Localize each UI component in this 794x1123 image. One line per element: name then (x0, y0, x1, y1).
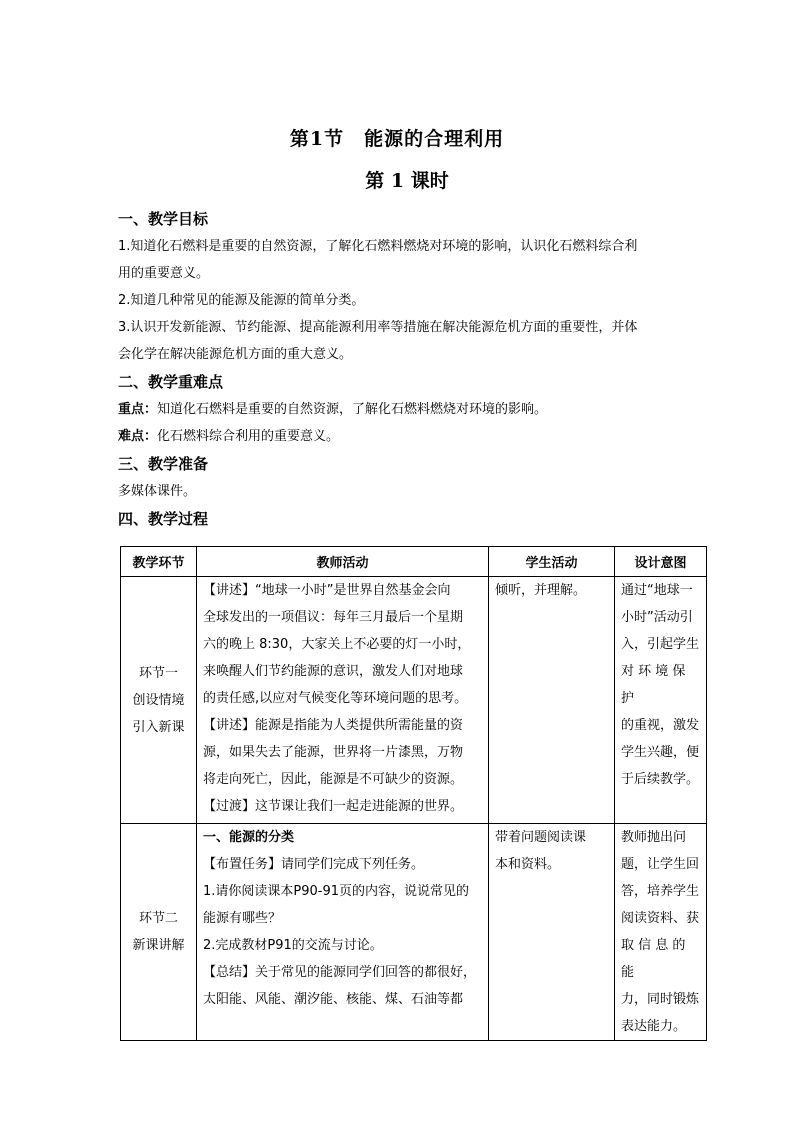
teacher-line: 来唤醒人们节约能源的意识，激发人们对地球 (203, 664, 464, 679)
student-activity-cell (489, 824, 615, 1041)
page-subtitle: 第 1 课时 (365, 170, 449, 192)
focus-point (118, 396, 678, 423)
stage-line: 环节二 (138, 911, 178, 926)
teacher-line: 【讲述】“地球一小时”是世界自然基金会向 (203, 583, 451, 598)
intent-line: 题，让学生回 (621, 857, 700, 872)
goal-line: 1.知道化石燃料是重要的自然资源，了解化石燃料燃烧对环境的影响，认识化石燃料综合利 (118, 239, 638, 254)
page-title: 第1节 能源的合理利用 (289, 128, 505, 150)
teacher-line: 2.完成教材P91的交流与讨论。 (203, 938, 383, 953)
stage-line: 新课讲解 (132, 938, 185, 953)
teacher-activity-cell (197, 824, 489, 1041)
preparation-text: 多媒体课件。 (118, 484, 197, 499)
table-row (121, 824, 707, 1041)
intent-line: 的重视，激发 (621, 718, 700, 733)
teacher-line: 【讲述】能源是指能为人类提供所需能量的资 (203, 718, 464, 733)
intent-line: 力，同时锻炼 (621, 992, 700, 1007)
intent-line: 对 环 境 保 护 (621, 664, 686, 706)
intent-line: 取 信 息 的 能 (621, 938, 686, 980)
teacher-line: 将走向死亡，因此，能源是不可缺少的资源。 (203, 772, 464, 787)
goal-line: 3.认识开发新能源、节约能源、提高能源利用率等措施在解决能源危机方面的重要性，并体 (118, 320, 638, 335)
student-line: 带着问题阅读课 (495, 830, 587, 845)
teaching-process-table (120, 546, 707, 1041)
intent-line: 教师抛出问 (621, 830, 687, 845)
table-header-row (121, 547, 707, 577)
stage-cell (121, 824, 197, 1041)
goal-line: 2.知道几种常见的能源及能源的简单分类。 (118, 293, 365, 308)
header-teacher: 教师活动 (197, 547, 489, 577)
teacher-subheading (203, 824, 482, 851)
student-activity-cell (489, 577, 615, 824)
difficulty-point (118, 423, 678, 450)
intent-line: 答，培养学生 (621, 884, 700, 899)
intent-line: 表达能力。 (621, 1019, 687, 1034)
teacher-line: 源，如果失去了能源，世界将一片漆黑，万物 (203, 745, 464, 760)
section-heading-process: 四、教学过程 (118, 510, 209, 528)
design-intent-cell (615, 824, 707, 1041)
difficulty-label: 难点： (118, 429, 158, 444)
student-line: 倾听，并理解。 (495, 583, 587, 598)
difficulty-text: 化石燃料综合利用的重要意义。 (157, 429, 340, 444)
intent-line: 学生兴趣，便 (621, 745, 700, 760)
header-intent: 设计意图 (615, 547, 707, 577)
teacher-line: 六的晚上 8:30，大家关上不必要的灯一小时， (203, 637, 471, 652)
teacher-line: 全球发出的一项倡议：每年三月最后一个星期 (203, 610, 464, 625)
focus-text: 知道化石燃料是重要的自然资源，了解化石燃料燃烧对环境的影响。 (157, 402, 548, 417)
intent-line: 小时”活动引 (621, 610, 693, 625)
stage-cell (121, 577, 197, 824)
teacher-line: 的责任感,以应对气候变化等环境问题的思考。 (203, 691, 468, 706)
student-line: 本和资料。 (495, 857, 561, 872)
section-heading-goals: 一、教学目标 (118, 210, 209, 228)
goal-line: 用的重要意义。 (118, 266, 210, 281)
goal-line: 会化学在解决能源危机方面的重大意义。 (118, 347, 353, 362)
teacher-line: 【总结】关于常见的能源同学们回答的都很好， (203, 965, 477, 980)
teacher-subheading-text: 一、能源的分类 (203, 830, 295, 845)
document-body (118, 205, 678, 533)
teacher-line: 【过渡】这节课让我们一起走进能源的世界。 (203, 799, 464, 814)
teacher-line: 1.请你阅读课本P90-91页的内容，说说常见的 (203, 884, 470, 899)
section-heading-key-points: 二、教学重难点 (118, 373, 224, 391)
intent-line: 阅读资料、获 (621, 911, 700, 926)
intent-line: 入，引起学生 (621, 637, 700, 652)
intent-line: 通过“地球一 (621, 583, 693, 598)
design-intent-cell (615, 577, 707, 824)
stage-line: 创设情境 (132, 692, 185, 708)
teacher-activity-cell (197, 577, 489, 824)
stage-line: 环节一 (138, 665, 178, 681)
section-heading-preparation: 三、教学准备 (118, 455, 209, 473)
intent-line: 于后续教学。 (621, 772, 700, 787)
stage-line: 引入新课 (132, 719, 185, 735)
header-stage: 教学环节 (121, 547, 197, 577)
teacher-line: 太阳能、风能、潮汐能、核能、煤、石油等都 (203, 992, 464, 1007)
table-row (121, 577, 707, 824)
teacher-line: 能源有哪些？ (203, 911, 282, 926)
focus-label: 重点： (118, 402, 158, 417)
header-student: 学生活动 (489, 547, 615, 577)
teacher-line: 【布置任务】请同学们完成下列任务。 (203, 857, 425, 872)
